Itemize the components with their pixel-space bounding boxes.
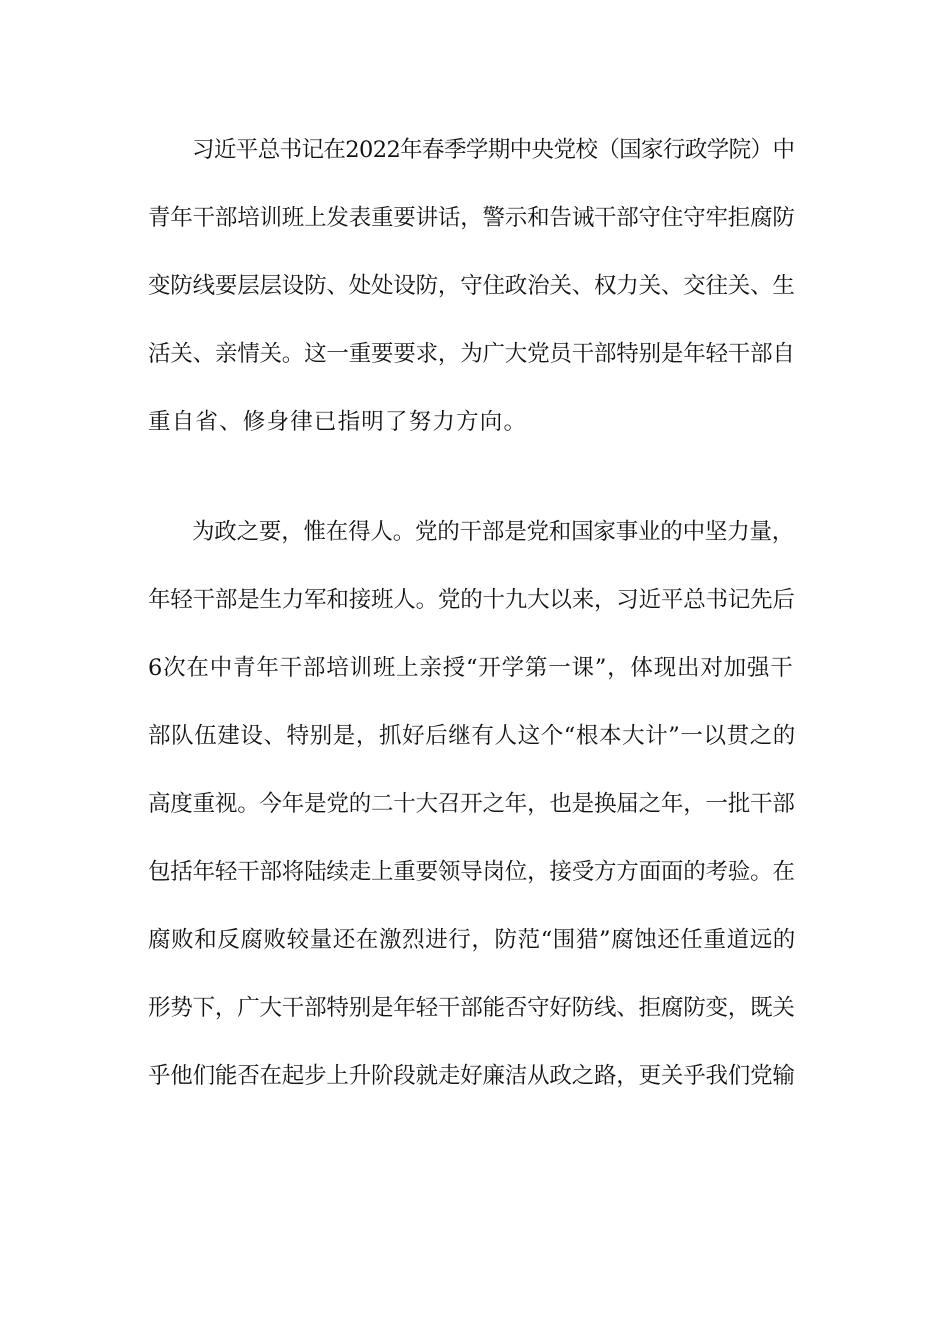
paragraph-line: 青年干部培训班上发表重要讲话，警示和告诫干部守住守牢拒腐防 (148, 205, 795, 231)
paragraph-line: 活关、亲情关。这一重要要求，为广大党员干部特别是年轻干部自 (148, 341, 795, 367)
paragraph-line: 变防线要层层设防、处处设防，守住政治关、权力关、交往关、生 (148, 273, 795, 299)
paragraph-line: 重自省、修身律已指明了努力方向。 (148, 409, 528, 435)
paragraph-line: 高度重视。今年是党的二十大召开之年，也是换届之年，一批干部 (148, 791, 795, 817)
paragraph-line: 习近平总书记在2022年春季学期中央党校（国家行政学院）中 (192, 137, 795, 163)
paragraph-line: 为政之要，惟在得人。党的干部是党和国家事业的中坚力量， (192, 519, 795, 545)
paragraph-line: 部队伍建设、特别是，抓好后继有人这个“根本大计”一以贯之的 (148, 723, 796, 749)
paragraph-line: 乎他们能否在起步上升阶段就走好廉洁从政之路，更关乎我们党输 (148, 1063, 795, 1089)
paragraph-line: 包括年轻干部将陆续走上重要领导岗位，接受方方面面的考验。在 (148, 859, 795, 885)
paragraph-line: 形势下，广大干部特别是年轻干部能否守好防线、拒腐防变，既关 (148, 995, 795, 1021)
paragraph-line: 年轻干部是生力军和接班人。党的十九大以来，习近平总书记先后 (148, 587, 795, 613)
paragraph-line: 6次在中青年干部培训班上亲授“开学第一课”，体现出对加强干 (148, 655, 794, 681)
paragraph-line: 腐败和反腐败较量还在激烈进行，防范“围猎”腐蚀还任重道远的 (148, 927, 796, 953)
